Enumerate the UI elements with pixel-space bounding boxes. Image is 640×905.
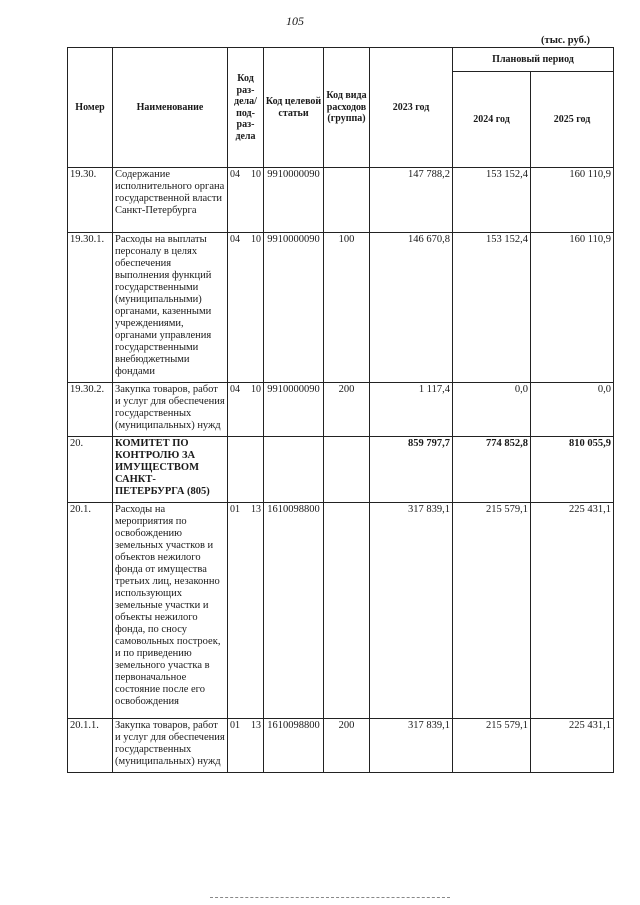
row-value-2023: 859 797,7 [370, 437, 453, 503]
row-name: Закупка товаров, работ и услуг для обеспечения государственных (муниципальных) нужд [113, 719, 228, 773]
header-year-2025: 2025 год [531, 72, 614, 168]
row-value-2023: 146 670,8 [370, 233, 453, 383]
row-name: Расходы на мероприятия по освобождению земельных участков и объектов нежилого фонда от имущества третьих лиц, незаконно использующих земельные участки и объекты нежилого фонда, по сносу самовольных построек, и по приведению земельного участка в первоначальное состояние после его освобождения [113, 503, 228, 719]
row-name: Содержание исполнительного органа государственной власти Санкт-Петербурга [113, 168, 228, 233]
row-section-code: 01 13 [228, 719, 264, 773]
row-expense-kind: 100 [324, 233, 370, 383]
row-section-code: 01 13 [228, 503, 264, 719]
row-value-2025: 160 110,9 [531, 233, 614, 383]
row-name: Расходы на выплаты персоналу в целях обеспечения выполнения функций государственными (муниципальными) органами, казенными учреждениями, органами управления государственными внебюджетными фондами [113, 233, 228, 383]
header-number: Номер [68, 48, 113, 168]
row-name: Закупка товаров, работ и услуг для обеспечения государственных (муниципальных) нужд [113, 383, 228, 437]
page-number: 105 [286, 14, 304, 28]
row-value-2023: 317 839,1 [370, 503, 453, 719]
table-row [68, 233, 614, 383]
table-row [68, 437, 614, 503]
row-value-2023: 1 117,4 [370, 383, 453, 437]
header-planned-period: Плановый период [453, 48, 614, 72]
row-target-code: 1610098800 [264, 503, 324, 719]
row-target-code: 9910000090 [264, 168, 324, 233]
row-expense-kind [324, 503, 370, 719]
header-section-code: Код раз-дела/ под-раз-дела [228, 48, 264, 168]
row-name: КОМИТЕТ ПО КОНТРОЛЮ ЗА ИМУЩЕСТВОМ САНКТ-ПЕТЕРБУРГА (805) [113, 437, 228, 503]
row-value-2024: 153 152,4 [453, 233, 531, 383]
header-year-2023: 2023 год [370, 48, 453, 168]
table-row [68, 383, 614, 437]
row-expense-kind: 200 [324, 383, 370, 437]
header-target-code: Код целевой статьи [264, 48, 324, 168]
row-number: 20. [68, 437, 113, 503]
row-value-2025: 160 110,9 [531, 168, 614, 233]
row-value-2025: 225 431,1 [531, 503, 614, 719]
row-target-code: 9910000090 [264, 233, 324, 383]
row-value-2025: 225 431,1 [531, 719, 614, 773]
row-target-code: 1610098800 [264, 719, 324, 773]
row-number: 20.1. [68, 503, 113, 719]
row-number: 19.30.1. [68, 233, 113, 383]
table-row [68, 719, 614, 773]
row-section-code: 04 10 [228, 233, 264, 383]
row-number: 19.30.2. [68, 383, 113, 437]
row-value-2024: 215 579,1 [453, 719, 531, 773]
row-value-2024: 215 579,1 [453, 503, 531, 719]
table-row [68, 168, 614, 233]
row-number: 19.30. [68, 168, 113, 233]
row-value-2025: 0,0 [531, 383, 614, 437]
header-name: Наименование [113, 48, 228, 168]
row-value-2024: 0,0 [453, 383, 531, 437]
budget-table [67, 47, 614, 773]
header-year-2024: 2024 год [453, 72, 531, 168]
row-expense-kind: 200 [324, 719, 370, 773]
row-value-2024: 774 852,8 [453, 437, 531, 503]
units-label: (тыс. руб.) [541, 35, 590, 46]
row-expense-kind [324, 437, 370, 503]
footer-line [210, 897, 450, 899]
table-row [68, 503, 614, 719]
row-expense-kind [324, 168, 370, 233]
row-section-code [228, 437, 264, 503]
row-value-2023: 317 839,1 [370, 719, 453, 773]
row-target-code [264, 437, 324, 503]
row-value-2023: 147 788,2 [370, 168, 453, 233]
row-section-code: 04 10 [228, 168, 264, 233]
row-number: 20.1.1. [68, 719, 113, 773]
row-section-code: 04 10 [228, 383, 264, 437]
header-expense-kind-code: Код вида расходов (группа) [324, 48, 370, 168]
row-value-2025: 810 055,9 [531, 437, 614, 503]
row-value-2024: 153 152,4 [453, 168, 531, 233]
row-target-code: 9910000090 [264, 383, 324, 437]
